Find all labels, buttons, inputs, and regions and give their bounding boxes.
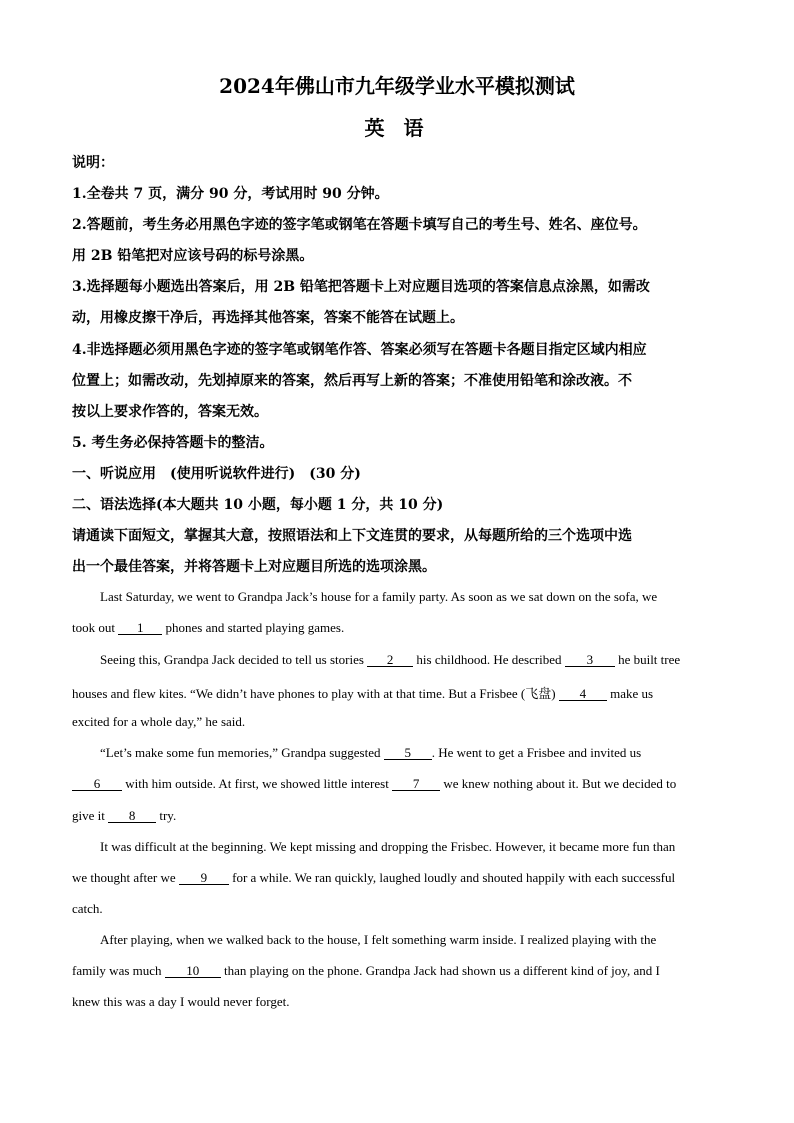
passage-text: we thought after we [72,870,179,885]
blank-6: 6 [72,777,122,791]
blank-1: 1 [118,621,162,635]
passage-line [72,870,732,886]
passage-text: family was much [72,963,165,978]
section-listening: 一、听说应用 (使用听说软件进行) (30 分) [72,466,361,482]
passage-text: we knew nothing about it. But we decided to [440,776,677,791]
instruction-line-5: 动，用橡皮擦干净后，再选择其他答案，答案不能答在试题上。 [72,310,464,326]
instruction-line-8: 按以上要求作答的，答案无效。 [72,404,268,420]
passage-line: It was difficult at the beginning. We kept missing and dropping the Frisbec. However, it became more fun than [100,839,676,854]
passage-text: make us [606,686,654,701]
exam-title: 2024年佛山市九年级学业水平模拟测试 [219,74,575,98]
directions-line-1: 请通读下面短文，掌握其大意，按照语法和上下文连贯的要求，从每题所给的三个选项中选 [72,528,632,544]
blank-2: 2 [367,653,413,667]
passage-text: than playing on the phone. Grandpa Jack had shown us a different kind of joy, and I [220,963,660,978]
passage-line [72,683,732,702]
passage-text: try. [156,808,177,823]
passage-line [100,652,760,668]
passage-text: “Let’s make some fun memories,” Grandpa suggested [100,745,384,760]
instruction-line-6: 4.非选择题必须用黑色字迹的签字笔或钢笔作答、答案必须写在答题卡各题目指定区域内相应 [72,342,647,358]
passage-line: knew this was a day I would never forget. [72,994,290,1009]
passage-line [72,963,732,979]
passage-line: After playing, when we walked back to the house, I felt something warm inside. I realized playing with the [100,932,657,947]
instructions-heading: 说明： [72,155,114,171]
instruction-line-9: 5. 考生务必保持答题卡的整洁。 [72,435,274,451]
instruction-line-3: 用 2B 铅笔把对应该号码的标号涂黑。 [72,248,314,264]
passage-line: excited for a whole day,” he said. [72,714,246,729]
subject-title: 英 语 [364,116,430,140]
instruction-line-1: 1.全卷共 7 页，满分 90 分，考试用时 90 分钟。 [72,186,389,202]
instruction-line-4: 3.选择题每小题选出答案后，用 2B 铅笔把答题卡上对应题目选项的答案信息点涂黑，如需改 [72,279,650,295]
blank-7: 7 [392,777,440,791]
passage-text: Seeing this, Grandpa Jack decided to tell us stories [100,652,368,667]
passage-line: Last Saturday, we went to Grandpa Jack’s house for a family party. As soon as we sat down on the sofa, we [100,589,658,604]
passage-line [100,745,760,761]
section-grammar: 二、语法选择(本大题共 10 小题，每小题 1 分，共 10 分) [72,497,444,513]
passage-text: for a while. We ran quickly, laughed loudly and shouted happily with each successful [228,870,676,885]
passage-text: he built tree [614,652,681,667]
instruction-line-2: 2.答题前，考生务必用黑色字迹的签字笔或钢笔在答题卡填写自己的考生号、姓名、座位号。 [72,217,647,233]
directions-line-2: 出一个最佳答案，并将答题卡上对应题目所选的选项涂黑。 [72,559,436,575]
passage-text: . He went to get a Frisbee and invited us [431,745,642,760]
blank-3: 3 [565,653,615,667]
passage-text: phones and started playing games. [162,620,345,635]
passage-text: with him outside. At first, we showed little interest [122,776,393,791]
blank-9: 9 [179,871,229,885]
blank-4: 4 [559,687,607,701]
passage-line [72,776,732,792]
passage-text: took out [72,620,119,635]
passage-line [72,808,732,824]
passage-text: his childhood. He described [413,652,565,667]
passage-line: catch. [72,901,103,916]
passage-text: houses and flew kites. “We didn’t have phones to play with at that time. But a Frisbee (飞盘) [72,686,559,701]
blank-8: 8 [108,809,156,823]
passage-line [72,620,732,636]
passage-text: give it [72,808,109,823]
blank-5: 5 [384,746,432,760]
instruction-line-7: 位置上；如需改动，先划掉原来的答案，然后再写上新的答案；不准使用铅笔和涂改液。不 [72,373,632,389]
blank-10: 10 [165,964,221,978]
